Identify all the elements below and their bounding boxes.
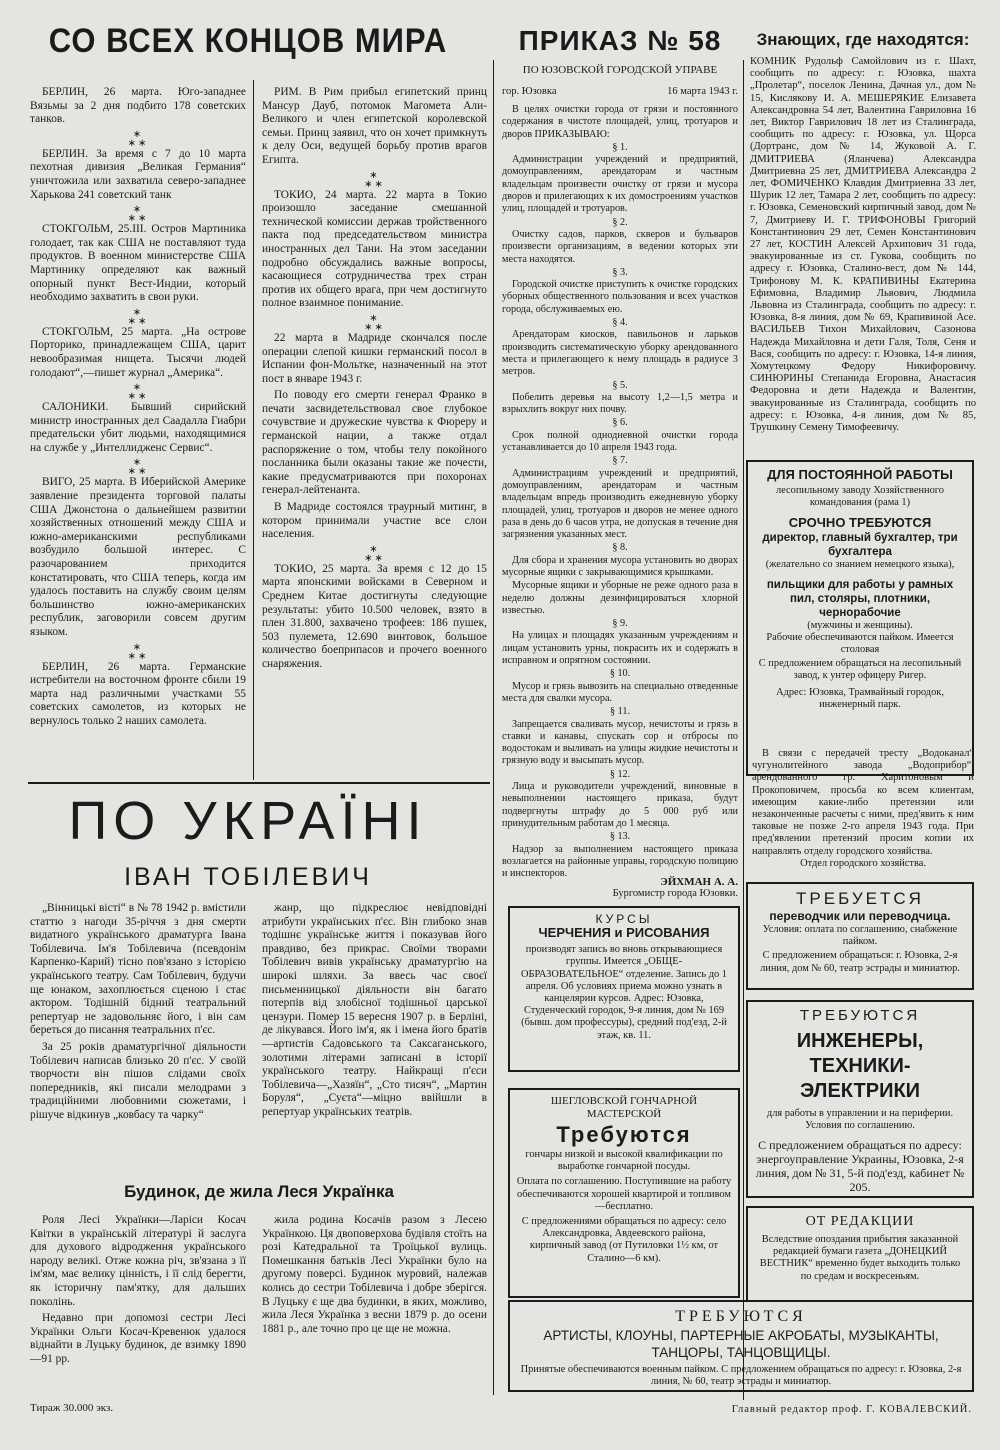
ad-artists [508, 1300, 974, 1392]
order-paragraph: Побелить деревья на высоту 1,2—1,5 метра и взрыхлить вокруг них почву. [502, 391, 738, 416]
ad-text: В связи с передачей тресту „Водоканал“ чугунолитейного завода „Водоприбор“, арендованного гр. Харитоновым и Прокоповичем, просьба ко всем клиентам, имеющим какие-либо претензии или незаконченные расчеты с ними, пред'явить к ним таковые не позже 2-го апреля 1943 года. При пред'явлении претензий просим копии их направлять отделу городского хозяйства. [752, 748, 974, 857]
order-section-number: § 5. [612, 379, 628, 391]
ad-title: ТРЕБУЮТСЯ [799, 1007, 921, 1024]
tobilevych-col1 [30, 902, 246, 1126]
order-date: 16 марта 1943 г. [667, 86, 738, 97]
ad-text: производят запись во вновь открывающиеся группы. Имеется „ОБЩЕ-ОБРАЗОВАТЕЛЬНОЕ“ отделение. Запись до 1 апреля. Об условиях приема можно узнать в канцелярии курсов. Адрес: Юзовка, Студенческий городок, 9-я линия, дом № 169 (бывш. дом профессуры), средний под'езд, 2-й этаж, кв. 11. [521, 944, 727, 1041]
news-item: ТОКИО, 24 марта. 22 марта в Токио произошло заседание смешанной технической комиссии держав тройственного пакта под председательством министра иностранных дел Тани. На этом заседании подробно обсуждались важные вопросы, касающиеся сотрудничества трех стран против их общего врага, при чем достигнуто полное взаимное понимание. [262, 188, 487, 310]
news-item: По поводу его смерти генерал Франко в печати засвидетельствовал свое глубокое сочувствие и дружеские чувства к Фюреру и германской нации, а также отдал распоряжение о том, чтобы телу покойного посланника были оказаны такие же почести, какие предусматриваются при похоронах генерал-лейтенанта. [262, 389, 487, 497]
order-section-number: § 9. [612, 618, 628, 630]
ad-text: гончары низкой и высокой квалификации по выработке гончарной посуды. [525, 1149, 723, 1173]
order-section-number: § 4. [612, 317, 628, 329]
divider-stars: ∗ ∗∗ [127, 306, 149, 327]
ukraine-section-title: ПО УКРАЇНІ [68, 791, 428, 851]
ad-text: (желательно со знанием немецкого языка), [765, 559, 955, 571]
news-item: БЕРЛИН, 26 марта. Юго-западнее Вязьмы за 2 дня подбито 178 советских танков. [30, 86, 246, 126]
order-paragraph: Надзор за выполнением настоящего приказа возлагается на районные управы, городскую полицию и инспекторов. [502, 843, 738, 880]
order-section-number: § 8. [612, 542, 628, 554]
article-paragraph: За 25 років драматургічної діяльности Тобілевич написав близько 20 п'єс. У своїй творчости він пішов слідами своїх попередників, які писали мелодрами з традиційними любовними сюжетами, і рішуче відкинув „ковбасу та чарку“ [30, 1040, 246, 1121]
ad-title: ШЕГЛОВСКОЙ ГОНЧАРНОЙ МАСТЕРСКОЙ [550, 1095, 698, 1120]
news-item: ТОКИО, 25 марта. За время с 12 до 15 марта японскими войсками в Северном и Среднем Китае достигнуты следующие результаты: убито 10.500 человек, взято в плен 31.800, захвачено трофеев: 186 пушек, 503 пулемета, 12.690 винтовок, большое количество боеприпасов и прочего военного снаряжения. [262, 562, 487, 670]
news-item: 22 марта в Мадриде скончался после операции слепой кишки германский посол в Испании фон-Мольтке, назначенный на этот пост в январе 1943 г. [262, 331, 487, 385]
news-item: СТОКГОЛЬМ, 25.III. Остров Мартиника голодает, так как США не поставляют туда продуктов. В военном министерстве США Мартинику определяют как важный опорный пункт Вест-Индии, который необходимо захватить в свои руки. [30, 223, 246, 304]
ad-title: ДЛЯ ПОСТОЯННОЙ РАБОТЫ [767, 467, 953, 482]
divider-stars: ∗ ∗∗ [364, 312, 385, 333]
order-paragraph: Администрациям учреждений и предприятий, домоуправлениям, арендаторам и частным владельцам впредь производить ежедневную уборку площадей, улиц, тротуаров и дворов не менее одного раза в день до 6 часов утра, не допуская в течение дня загрязнения указанных мест. [502, 467, 738, 541]
ad-text: Оплата по соглашению. Поступившие на работу обеспечиваются хорошей квартирой и топливом—бесплатно. [516, 1176, 732, 1212]
article-title-lesia: Будинок, де жила Леся Українка [124, 1182, 394, 1201]
ad-text: Рабочие обеспечиваются пайком. Имеется столовая [766, 631, 954, 656]
order-place: гор. Юзовка [502, 86, 557, 97]
order-paragraph: На улицах и площадях указанным учреждениям и лицам установить урны, покрасить их и содержать в исправном и опрятном состоянии. [502, 630, 738, 667]
world-news-col2 [262, 86, 487, 675]
ad-text: лесопильному заводу Хозяйственного командования (рама 1) [776, 485, 944, 509]
order-paragraph: Мусор и грязь вывозить на специально отведенные места для свалки мусора. [502, 680, 738, 704]
order-paragraph: Для сбора и хранения мусора установить во дворах мусорные ящики с закрывающимися крышками. [502, 554, 738, 578]
news-item: В Мадриде состоялся траурный митинг, в котором принимали участие все слои населения. [262, 501, 487, 541]
ad-subtitle: переводчик или переводчица. [769, 909, 951, 923]
order-section-number: § 2. [612, 216, 628, 228]
order-paragraph: Городской очистке приступить к очистке городских уборных общественного пользования и всех участков города, обслуживаемых ею. [502, 279, 738, 315]
ad-drawing-courses [508, 906, 740, 1072]
ad-subtitle: СРОЧНО ТРЕБУЮТСЯ [788, 515, 932, 531]
order-section-number: § 10. [609, 668, 631, 680]
tobilevych-col2 [262, 902, 487, 1123]
ad-subtitle: ЧЕРЧЕНИЯ и РИСОВАНИЯ [538, 925, 710, 941]
ad-text: С предложением обращаться на лесопильный завод, к унтер офицеру Ригер. [758, 658, 962, 682]
ad-text: (мужчины и женщины). [807, 619, 913, 631]
news-item: БЕРЛИН, 26 марта. Германские истребители на восточном фронте сбили 19 марта над различными участками 55 советских самолетов, из которых не вернулось только 2 наших самолета. [30, 660, 246, 727]
ad-positions: директор, главный бухгалтер, три бухгалтера [762, 532, 958, 559]
order-subheading: ПО ЮЗОВСКОЙ ГОРОДСКОЙ УПРАВЕ [522, 64, 718, 76]
order-section-number: § 1. [612, 141, 628, 153]
news-item: СТОКГОЛЬМ, 25 марта. „На острове Порторико, принадлежащем США, царит невообразимая нищета. Тысячи людей голодают“,—пишет журнал „Америка“. [30, 325, 246, 379]
news-item: ВИГО, 25 марта. В Иберийской Америке заявление президента торговой палаты США Джонстона о дальнейшем развитии хозяйственных отношений между США и южно-американскими республиками возбудило большой интерес. С разочарованием приходится констатировать, что США теперь, когда им удалось поставить на службу своим целям большинство южно-американских республик, заговорили совсем другим языком. [30, 476, 246, 638]
order-paragraph: Запрещается сваливать мусор, нечистоты и грязь в ставки и канавы, спускать сор и отбросы по водостокам и выливать на улицы жидкие нечистоты и грязную воду и высыпать мусор. [502, 718, 738, 767]
ad-title: КУРСЫ [595, 912, 653, 926]
ad-vodokanal [752, 748, 974, 870]
order-body [502, 104, 738, 881]
article-paragraph: „Вінницькі вісті“ в № 78 1942 р. вмістили статтю з нагоди 35-річчя з дня смерти видатного українського драматурга Івана Тобілевича. Ім'я Тобілевича (псевдонім Карпенко-Карий) тісно пов'язано з історією українського театру. Сам Тобілевич, будучи ще юнаком, захоплюється сценою і стає актором. Тодішній бідний театральний репертуар не задовольняє його, і він сам береться до писання театральних п'єс. [30, 902, 246, 1037]
column-divider [253, 80, 254, 780]
order-section-number: § 3. [612, 266, 628, 278]
order-paragraph: Лица и руководители учреждений, виновные в невыполнении настоящего приказа, будут подвергнуты штрафу до 5 000 руб или принудительным работам до 1 месяца. [502, 781, 738, 829]
order-heading: ПРИКАЗ № 58 [518, 25, 722, 56]
ad-signature: Отдел городского хозяйства. [800, 857, 926, 869]
ad-text: С предложением обращаться: г. Юзовка, 2-я линия, дом № 60, театр эстрады и миниатюр. [760, 950, 960, 974]
article-paragraph: Недавно при допомозі сестри Лесі Українки Ольги Косач-Кревенюк удалося віднайти в Луцьку будинок, де взимку 1890—91 рр. [30, 1312, 246, 1365]
divider-stars: ∗ ∗∗ [127, 641, 149, 662]
divider-stars: ∗ ∗∗ [127, 204, 149, 225]
order-paragraph: Арендаторам киосков, павильонов и ларьков производить систематическую уборку арендованного места и прилегающего к нему площадь в радиусе 3 метров. [502, 329, 738, 378]
order-paragraph: Срок полной однодневной очистки города устанавливается до 10 апреля 1943 года. [502, 429, 738, 454]
ad-pottery-workshop [508, 1088, 740, 1298]
column-divider [493, 60, 494, 1395]
ad-title: ТРЕБУЕТСЯ [796, 889, 924, 908]
divider-stars: ∗ ∗∗ [364, 169, 385, 190]
world-news-col1 [30, 86, 246, 732]
ad-subtitle: АРТИСТЫ, КЛОУНЫ, ПАРТЕРНЫЕ АКРОБАТЫ, МУЗЫКАНТЫ, ТАНЦОРЫ, ТАНЦОВЩИЦЫ. [543, 1328, 939, 1360]
divider-stars: ∗ ∗∗ [127, 382, 149, 403]
ad-sawmill [746, 460, 974, 776]
ad-text: Принятые обеспечиваются военным пайком. С предложением обращаться по адресу: г. Юзовка, 2-я линия, № 60, театр эстрады и миниатюр. [520, 1364, 962, 1388]
order-section-number: § 12. [609, 768, 631, 780]
news-item: БЕРЛИН. За время с 7 до 10 марта пехотная дивизия „Великая Германия“ уничтожила или захватила северо-западнее Харькова 241 советский танк [30, 147, 246, 201]
chief-editor: Главный редактор проф. Г. КОВАЛЕВСКИЙ. [731, 1404, 972, 1415]
lesia-col2 [262, 1214, 487, 1339]
order-paragraph: В целях очистки города от грязи и постоянного содержания в чистоте площадей, улиц, тротуаров и дворов ПРИКАЗЫВАЮ: [502, 104, 738, 140]
article-title-tobilevych: ІВАН ТОБІЛЕВИЧ [124, 863, 372, 891]
column-divider [743, 60, 744, 1400]
ad-text: С предложениями обращаться по адресу: село Александровка, Авдеевского района, кирпичный завод (от Путиловки 1½ км, от Сталино—6 км). [521, 1216, 727, 1264]
order-signature-role: Бургомистр города Юзовки. [612, 888, 738, 899]
order-section-number: § 7. [612, 455, 628, 467]
section-rule [28, 782, 490, 784]
divider-stars: ∗ ∗∗ [127, 457, 149, 478]
order-section-number: § 11. [610, 706, 630, 718]
ad-text: С предложением обращаться по адресу: энергоуправление Украины, Юзовка, 2-я линия, дом № 31, 5-й под'езд, кабинет № 205. [755, 1138, 965, 1195]
order-signature: ЭЙХМАН А. А. [660, 876, 738, 888]
order-paragraph: Мусорные ящики и уборные не реже одного раза в неделю должны дезинфицироваться хлорной известью. [502, 580, 738, 616]
article-paragraph: жила родина Косачів разом з Лесею Українкою. Ця двоповерхова будівля стоїть на розі Катедральної та Троїцької вулиць. Помешкання батьків Лесі Українки було на другому поверсі. Будинок муровий, належав колись до сестри Тобілевича і добре зберігся. В Луцьку є ще два будинки, в яких, можливо, жила Леся Українка з весни 1879 р. до осени 1881 р., але точно про це ще не можна. [262, 1214, 487, 1335]
order-section-number: § 13. [609, 831, 631, 843]
circulation: Тираж 30.000 экз. [30, 1402, 114, 1414]
order-paragraph: Очистку садов, парков, скверов и бульваров произвести организациям, в ведении которых эти места находятся. [502, 228, 738, 265]
ad-subtitle: ИНЖЕНЕРЫ, ТЕХНИКИ-ЭЛЕКТРИКИ [796, 1030, 924, 1102]
news-item: РИМ. В Рим прибыл египетский принц Мансур Дауб, потомок Магомета Али-Великого и член египетской королевской семьи. Принц заявил, что он хочет примкнуть к делу Оси, ведущей борьбу против врагов Египта. [262, 86, 487, 166]
ad-editorial-notice [746, 1206, 974, 1302]
world-news-heading: СО ВСЕХ КОНЦОВ МИРА [48, 21, 448, 60]
order-paragraph: Администрации учреждений и предприятий, домоуправлениям, арендаторам и частным владельцам произвести очистку от грязи и мусора дворов и прилегающих к их домостроениям участков улиц, площадей и тротуаров. [502, 154, 738, 215]
ad-text: Условия: оплата по соглашению, снабжение пайком. [762, 924, 958, 948]
ad-text: для работы в управлении и на периферии. Условия по соглашению. [766, 1108, 954, 1132]
ad-engineers [746, 1000, 974, 1198]
lesia-col1 [30, 1214, 246, 1370]
divider-stars: ∗ ∗∗ [364, 543, 385, 564]
news-item: САЛОНИКИ. Бывший сирийский министр иностранных дел Саадалла Гиабри предательски убит людьми, находящимися на службе у „Интеллидженс Сервис“. [30, 401, 246, 454]
missing-persons-heading: Знающих, где находятся: [756, 30, 970, 49]
ad-positions: пильщики для работы у рамных пил, столяры, плотники, чернорабочие [766, 578, 954, 619]
article-paragraph: жанр, що підкреслює невідповідні атрибути українських п'єс. Він глибоко знав тодішнє українське життя і показував його правдиво, без прикрас. Своїми творами Тобілевич вивів українську драматургію на широкі шляхи. За ввесь час своєї письменницької діяльности він багато потерпів від злобісної тодішньої царської цензури. Помер 15 вересня 1907 р. в Берліні, де лікувався. Його ім'я, як і імена його братів—артистів Садовського та Саксаганського, золотими літерами записані в історії українського театру. Найкращі п'єси Тобілевича—„Хазяїн“, „Сто тисяч“, „Мартин Боруля“, „Суєта“—міцно ввійшли в репертуар українських театрів. [262, 902, 487, 1118]
ad-subtitle: Требуются [556, 1122, 692, 1147]
order-section-number: § 6. [612, 417, 628, 429]
ad-text: Адрес: Юзовка, Трамвайный городок, инженерный парк. [776, 686, 944, 710]
ad-title: ОТ РЕДАКЦИИ [805, 1214, 915, 1229]
ad-text: Вследствие опоздания прибытия заказанной редакцией бумаги газета „ДОНЕЦКИЙ ВЕСТНИК“ временно будет выходить только по средам и воскресеньям. [759, 1234, 961, 1282]
missing-persons-text: КОМНИК Рудольф Самойлович из г. Шахт, сообщить по адресу: г. Юзовка, шахта „Пролетар“, поселок Ленина, Дачная ул., дом № 15, Кислякову И. А. МЕШЕРЯКИЕ Елизавета Александровна 54 лет, Валентина Гавриловна 16 лет, Виктор Гаврилович 18 лет из Сталинграда, сообщить по адресу: г. Юзовка, ул. Щорса (Дортранс, дом № 14, Жуковой А. Г. ДМИТРИЕВА (Яланчева) Александра Дмитриевна 25 лет, ДМИТРИЕВА Александра 2 лет, ФОМИЧЕНКО Клавдия Дмитриевна 33 лет, Шурик 12 лет, Тамара 2 лет, сообщить по адресу: г. Юзовка, Семеновский кирпичный завод, дом № 7, Дмитриеву И. Г. ТРИФОНОВЫ Григорий Константинович 29 лет, Семен Константинович 27 лет, КОСТИН Алексей Архипович 31 года, эвакуированные из ст. Гукова, сообщить по адресу г. Юзовка, Сталино-вест, дом № 144, Трифонову М. К. КРАПИВИНЫ Екатерина Ефимовна, Владимир Львович, Людмила Львовна из Сталинграда, сообщить по адресу: г. Юзовка, 8-я линия, дом № 69, Крапивиной Асе. ВАСИЛЬЕВ Тихон Михайлович, Сазонова Надежда Михайловна и дети Галя, Толя, Сеня и Вася, сообщить по адресу: г. Юзовка, 14-я линия, Хомутецкому Федору Никифоровичу. СИНЮРИНЫ Степанида Егоровна, Анастасия Федоровна и дети Надежда и Валентин, эвакуированные из Сталинграда, сообщить по адресу: г. Юзовка, 4-я линия, дом № 85, Трушкину Семену Тимофеевичу. [750, 56, 976, 434]
divider-stars: ∗ ∗∗ [127, 128, 149, 149]
ad-title: ТРЕБУЮТСЯ [675, 1308, 807, 1325]
ad-translator [746, 882, 974, 990]
article-paragraph: Роля Лесі Українки—Ларіси Косач Квітки в українській літературі й заслуга для духового відродження українського народу великі. Отже кожна річ, зв'язана з її ім'ям, має велику цінність, і її слід берегти, як історичну пам'ятку, для дальших поколінь. [30, 1214, 246, 1308]
